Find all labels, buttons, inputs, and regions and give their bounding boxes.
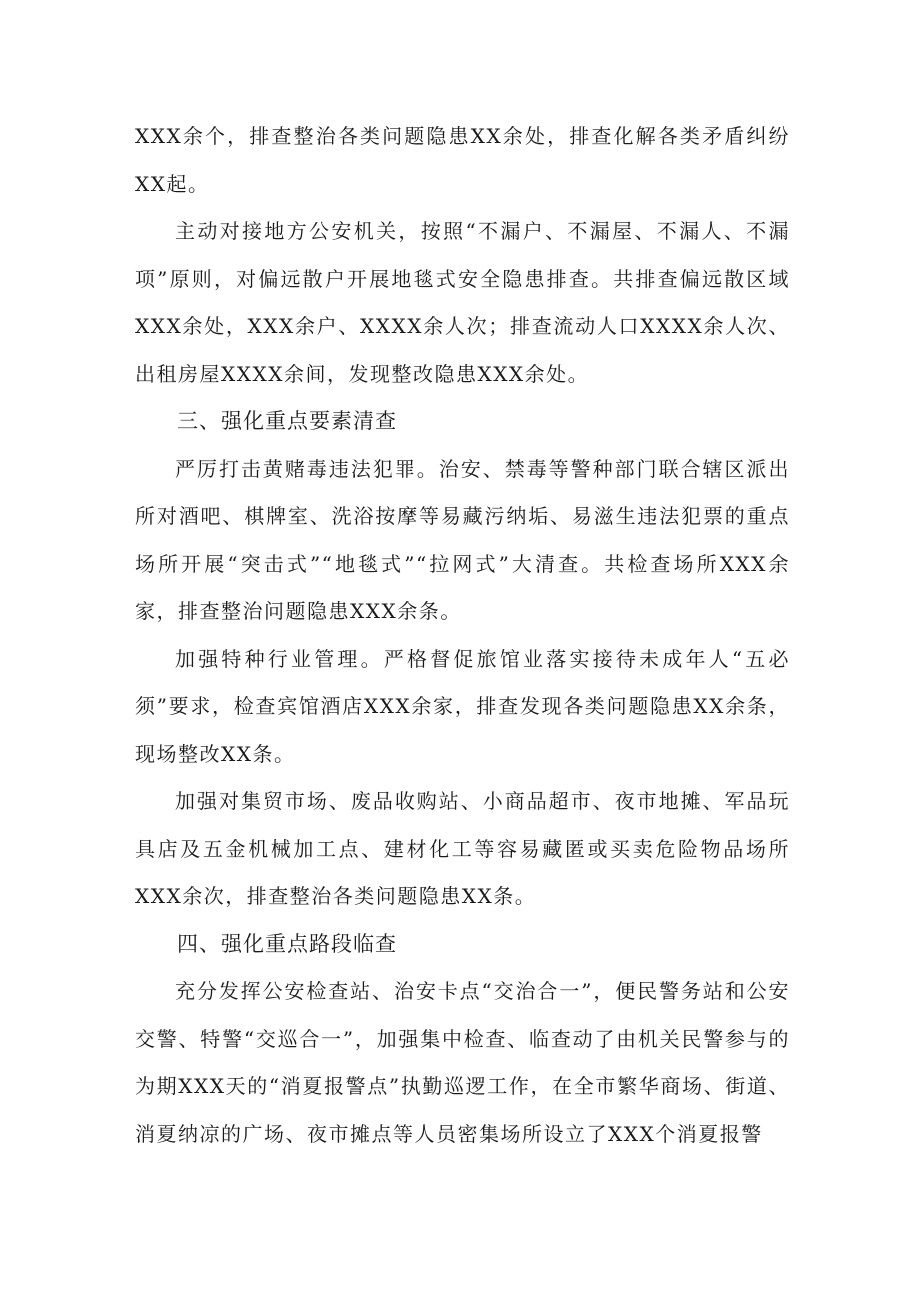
section-heading-3: 三、强化重点要素清查 xyxy=(177,409,397,433)
document-body xyxy=(135,113,790,1158)
paragraph-crime-crackdown: 严厉打击黄赌毒违法犯罪。治安、禁毒等警种部门联合辖区派出所对酒吧、棋牌室、洗浴按摩等易藏污纳垢、易滋生违法犯票的重点场所开展“突击式”“地毯式”“拉网式”大清查。共检查场所XXX余家，排查整治问题隐患XXX余条。 xyxy=(135,456,790,623)
paragraph-continued: XXX余个，排查整治各类问题隐患XX余处，排查化解各类矛盾纠纷XX起。 xyxy=(135,124,790,196)
paragraph-road-checkpoints: 充分发挥公安检查站、治安卡点“交治合一”，便民警务站和公安交警、特警“交巡合一”，加强集中检查、临查动了由机关民警参与的为期XXX天的“消夏报警点”执勤巡逻工作，在全市繁华商场、街道、消夏纳凉的广场、夜市摊点等人员密集场所设立了XXX个消夏报警 xyxy=(135,979,790,1146)
section-heading-4: 四、强化重点路段临查 xyxy=(177,931,397,956)
paragraph-market-inspection: 加强对集贸市场、废品收购站、小商品超市、夜市地摊、军品玩具店及五金机械加工点、建材化工等容易藏匿或买卖危险物品场所XXX余次，排查整治各类问题隐患XX条。 xyxy=(135,789,790,908)
paragraph-village-inspection: 主动对接地方公安机关，按照“不漏户、不漏屋、不漏人、不漏项”原则，对偏远散户开展地毯式安全隐患排查。共排查偏远散区域XXX余处，XXX余户、XXXX余人次；排查流动人口XXXX余人次、出租房屋XXXX余间，发现整改隐患XXX余处。 xyxy=(135,219,790,386)
paragraph-special-industry: 加强特种行业管理。严格督促旅馆业落实接待未成年人“五必须”要求，检查宾馆酒店XXX余家，排查发现各类问题隐患XX余条，现场整改XX条。 xyxy=(135,646,790,766)
